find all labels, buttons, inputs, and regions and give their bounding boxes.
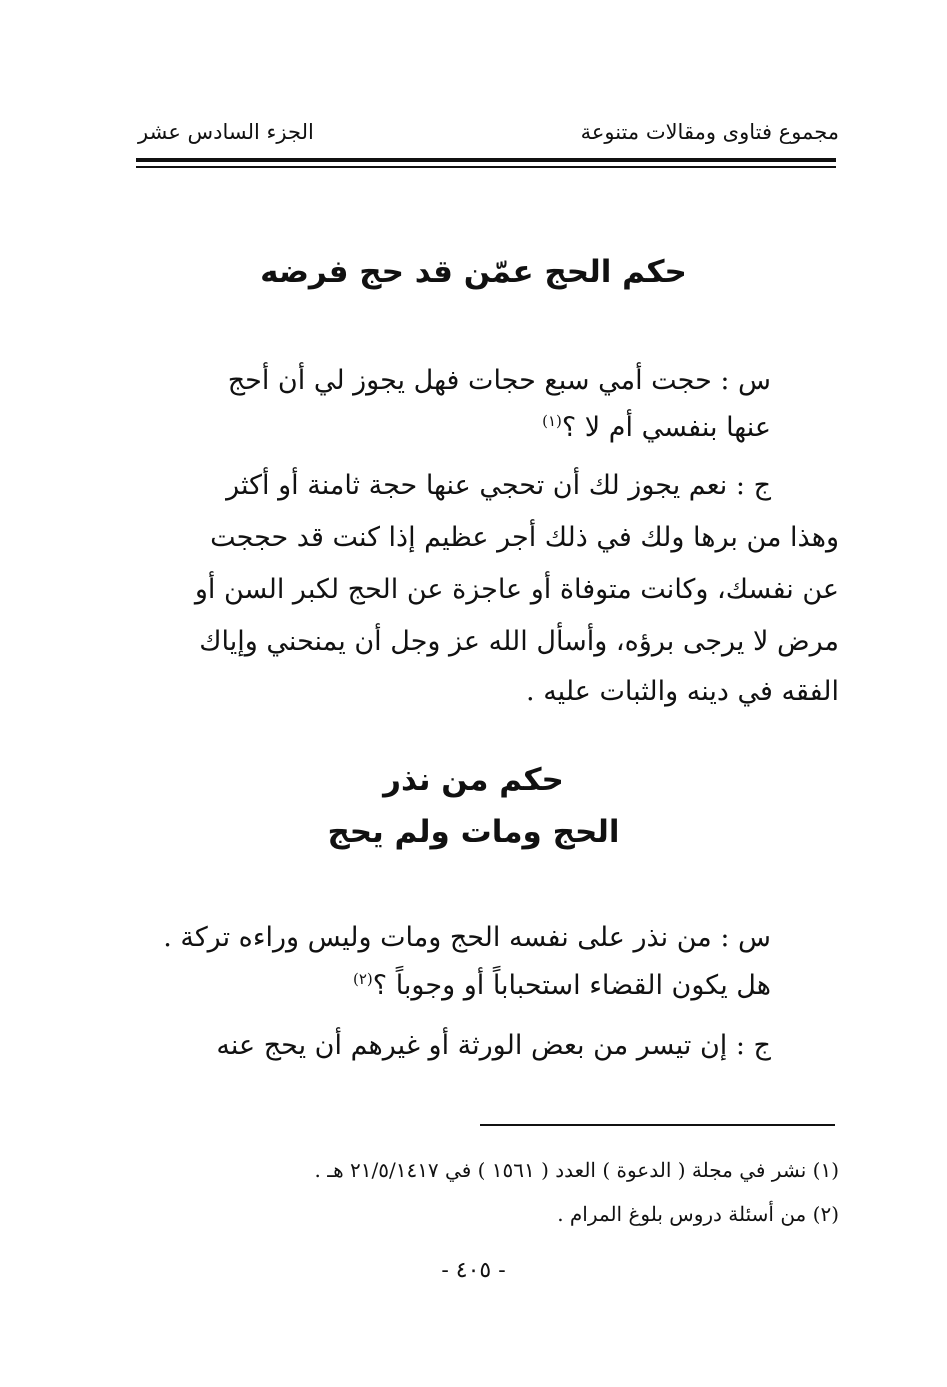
question-2-line-2 [353,970,771,1001]
footnote-1 [315,1158,839,1182]
running-header-volume: الجزء السادس عشر [138,120,314,144]
question-1-line-2 [542,412,771,443]
question-1-line-2-text: عنها بنفسي أم لا ؟ [561,412,771,443]
footnote-2-text: من أسئلة دروس بلوغ المرام . [557,1202,807,1226]
page-number: - ٤٠٥ - [441,1258,506,1283]
answer-1-line-2: وهذا من برها ولك في ذلك أجر عظيم إذا كنت قد حججت [210,522,839,553]
footnote-ref-1: (١) [542,412,562,430]
footnote-2 [557,1202,839,1226]
footnote-separator [480,1124,835,1126]
question-2-line-2-text: هل يكون القضاء استحباباً أو وجوباً ؟ [372,970,771,1001]
running-header-book-title: مجموع فتاوى ومقالات متنوعة [580,120,839,144]
question-1-line-1: س : حجت أمي سبع حجات فهل يجوز لي أن أحج [227,365,771,396]
header-rule-thin [136,166,836,168]
section-2-title-line-1: حكم من نذر [383,762,564,798]
answer-1-line-3: عن نفسك، وكانت متوفاة أو عاجزة عن الحج لكبر السن أو [194,574,839,605]
section-1-title: حكم الحج عمّن قد حج فرضه [260,254,687,290]
footnote-2-number: (٢) [812,1202,839,1226]
answer-1-line-1: ج : نعم يجوز لك أن تحجي عنها حجة ثامنة أو أكثر [226,470,771,501]
footnote-ref-2: (٢) [353,970,373,988]
footnote-1-number: (١) [812,1158,839,1182]
answer-1-line-4: مرض لا يرجى برؤه، وأسأل الله عز وجل أن يمنحني وإياك [199,626,839,657]
answer-2-line-1: ج : إن تيسر من بعض الورثة أو غيرهم أن يحج عنه [216,1030,771,1061]
header-rule-thick [136,158,836,162]
answer-1-line-5: الفقه في دينه والثبات عليه . [526,676,839,707]
section-2-title-line-2: الحج ومات ولم يحج [327,814,620,850]
footnote-1-text: نشر في مجلة ( الدعوة ) العدد ( ١٥٦١ ) في ٢١/٥/١٤١٧ هـ . [314,1158,807,1182]
question-2-line-1: س : من نذر على نفسه الحج ومات وليس وراءه تركة . [163,922,771,953]
